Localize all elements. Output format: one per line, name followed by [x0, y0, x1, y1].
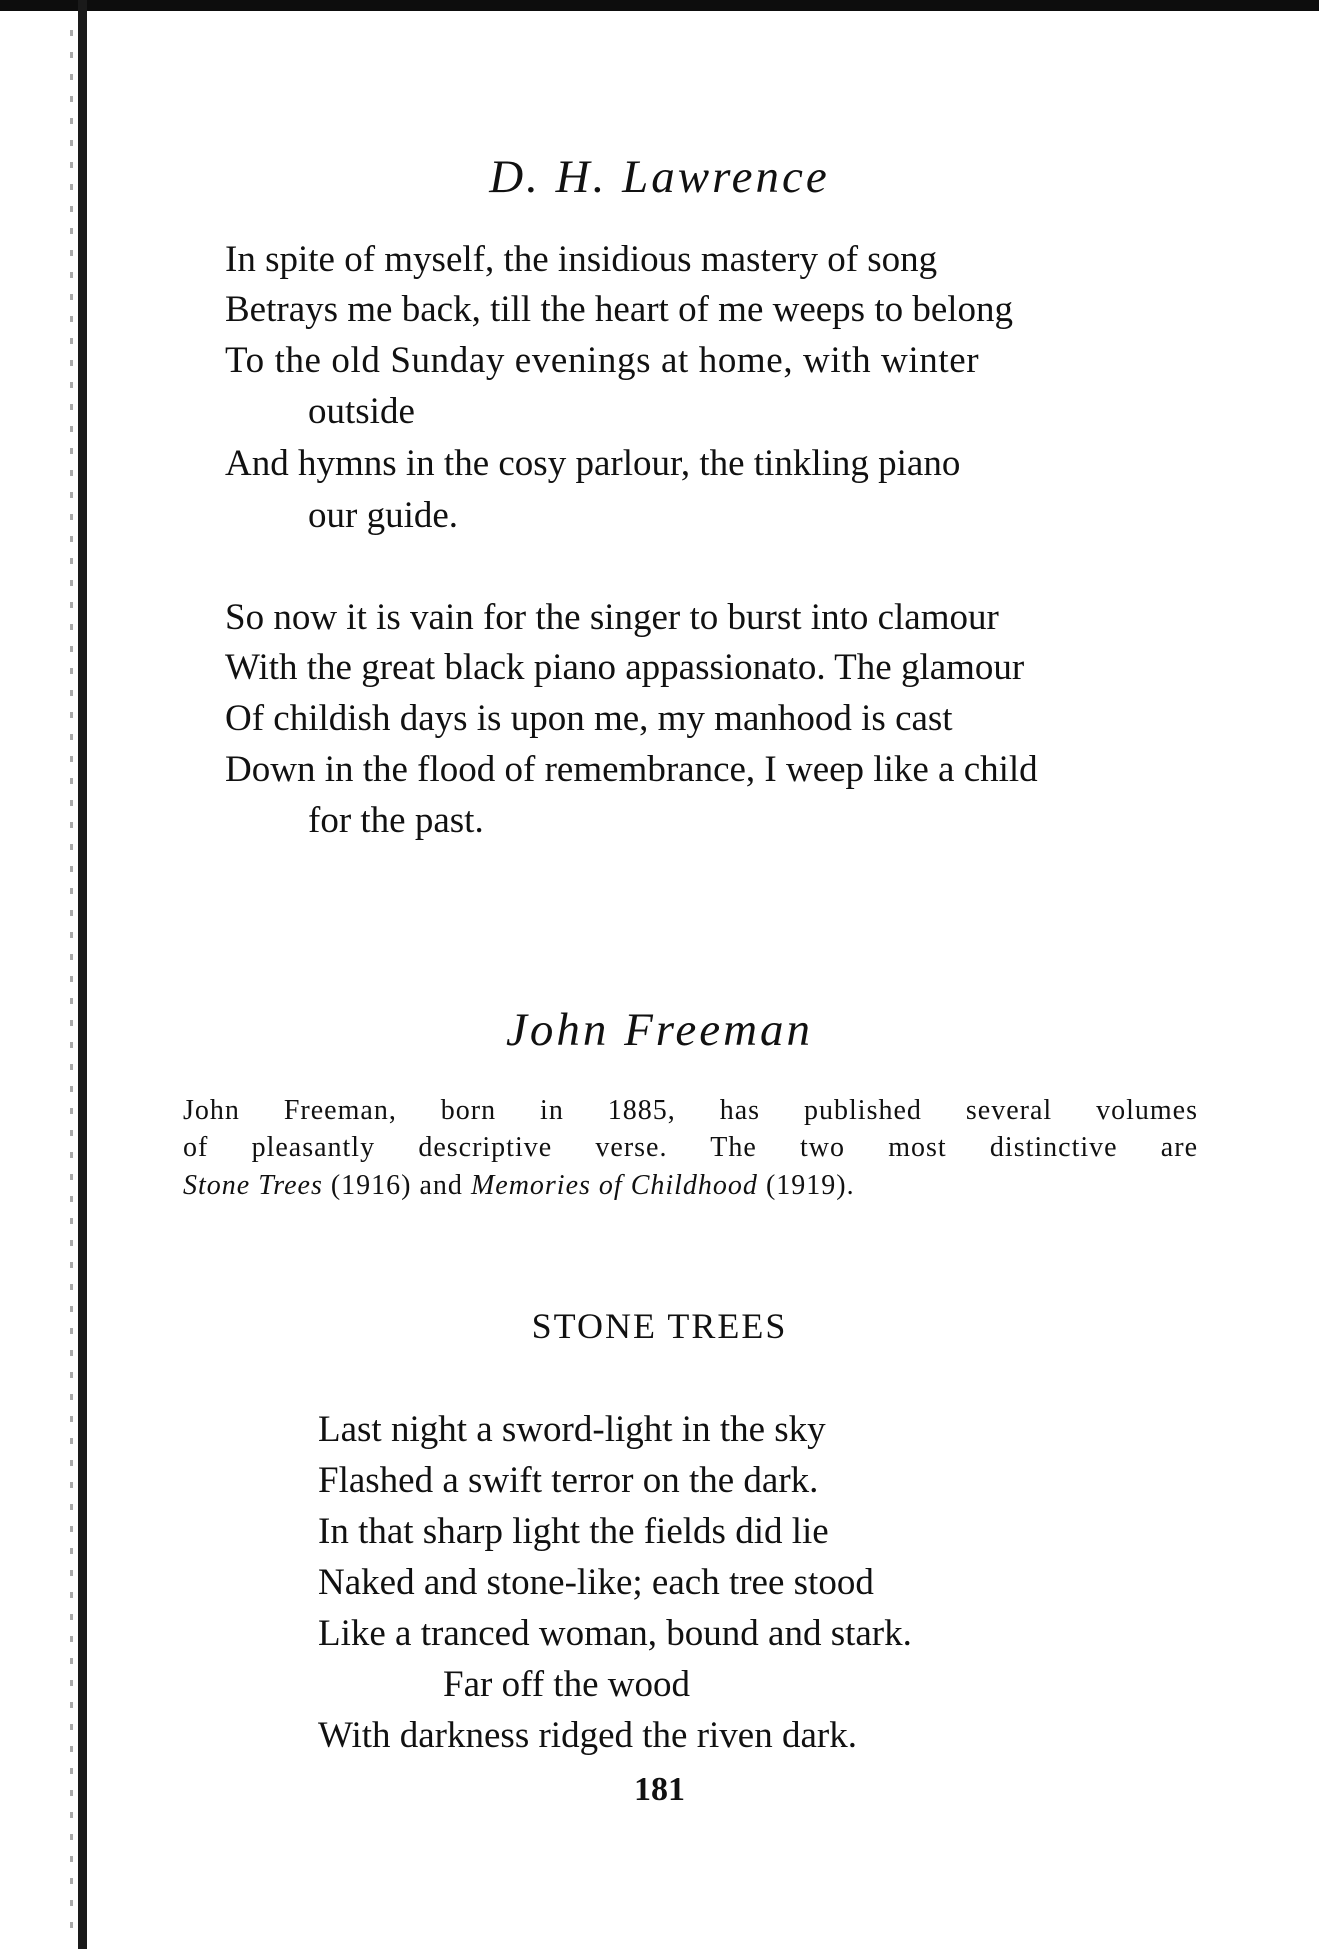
bio-line: [183, 1170, 1198, 1202]
poem-line-indented: Far off the wood: [443, 1664, 690, 1705]
poem-line: Naked and stone-like; each tree stood: [318, 1562, 874, 1603]
poem-line: So now it is vain for the singer to burst into clamour: [225, 597, 999, 638]
author-heading-freeman: John Freeman: [505, 1004, 814, 1056]
poem-line: Flashed a swift terror on the dark.: [318, 1460, 819, 1501]
poem-line: Betrays me back, till the heart of me weeps to belong: [225, 289, 1014, 330]
poem-line: With darkness ridged the riven dark.: [318, 1715, 857, 1756]
poem-line: Of childish days is upon me, my manhood is cast: [225, 698, 953, 739]
poem-title: STONE TREES: [531, 1306, 788, 1346]
book-year: (1916): [330, 1170, 412, 1201]
poem-line: Down in the flood of remembrance, I weep like a child: [225, 749, 1038, 790]
bio-line: of pleasantly descriptive verse. The two most distinctive are: [183, 1132, 1198, 1163]
poem-line-continuation: our guide.: [308, 495, 459, 536]
book-year: (1919).: [765, 1170, 855, 1201]
poem-line-continuation: outside: [308, 391, 415, 432]
poem-line: In spite of myself, the insidious mastery of song: [225, 239, 938, 280]
page-number: 181: [634, 1771, 685, 1808]
bio-conjunction: and: [419, 1170, 463, 1201]
author-heading-lawrence: D. H. Lawrence: [489, 151, 830, 203]
poem-line: To the old Sunday evenings at home, with winter: [225, 340, 980, 381]
poem-line: And hymns in the cosy parlour, the tinkling piano: [225, 443, 961, 484]
poem-line: Last night a sword-light in the sky: [318, 1409, 826, 1450]
poem-line-continuation: for the past.: [308, 800, 484, 841]
poem-line: With the great black piano appassionato. The glamour: [225, 647, 1025, 688]
poem-line: Like a tranced woman, bound and stark.: [318, 1613, 912, 1654]
book-title: Memories of Childhood: [470, 1170, 758, 1201]
poem-line: In that sharp light the fields did lie: [318, 1511, 829, 1552]
book-title: Stone Trees: [183, 1170, 323, 1201]
bio-line: John Freeman, born in 1885, has published several volumes: [183, 1095, 1198, 1126]
